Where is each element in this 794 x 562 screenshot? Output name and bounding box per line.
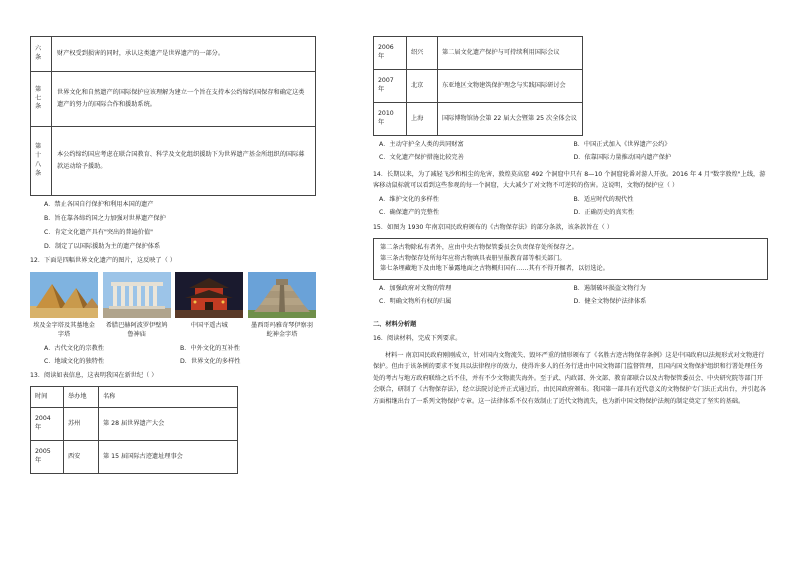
option-b[interactable]: B．适应时代的现代性 [573,196,634,204]
cell-name: 第二届文化遗产保护与可持续利用国际会议 [438,37,583,70]
image-card [248,272,316,340]
q13-table-continued [373,36,583,136]
q12-options [44,345,316,367]
option-b[interactable]: B．中国正式加入《世界遗产公约》 [573,141,671,148]
option-c[interactable]: C．地域文化的独特性 [44,357,105,365]
cell-name: 第 28 届世界遗产大会 [99,408,238,441]
q16-stem: 16．阅读材料，完成下列要求。 [373,334,462,342]
cell-name: 东亚地区文物建筑保护理念与实践国际研讨会 [438,70,583,103]
table-row [31,127,316,196]
table-row [374,103,583,136]
image-card [103,272,171,340]
option-b[interactable]: B．旨在靠各缔约国之力加强对世界遗产保护 [44,214,166,222]
image-caption: 希腊巴赫阿波罗伊壁鸠鲁神庙 [105,321,168,339]
convention-articles-table [30,36,316,196]
cell-name: 国际博物馆协会第 22 届大会暨第 25 次全体会议 [438,103,583,136]
q14-stem: 14．长期以来，为了减轻飞沙和相尘的危害，敦煌莫高窟 492 个洞窟中只有 8—10 个洞窟轮番对游人开放。2016 年 4 月"数字敦煌"上线，游客移动鼠标就可以看到这些参观的每一个洞窟，大大减少了对文物不可逆转的伤害。这说明，文物的保护应（ ） [373,170,766,190]
cell-time: 2006 年 [374,37,407,70]
section-title: 二、材料分析题 [373,320,417,328]
law-clause: 第二条古物除私有者外，应由中央古物保管委员会负责保存处所保存之。 [380,244,578,252]
article-text: 财产权受到损害的同时，承认这类遗产是世界遗产的一部分。 [52,37,316,72]
q12-stem: 12．下面是四幅世界文化遗产的图片，这反映了（ ） [30,256,176,264]
option-d[interactable]: D．制定了以国际援助为主的遗产保护体系 [44,242,161,250]
option-c[interactable]: C．文化遗产保护措施比较完善 [379,153,464,161]
q13-table [30,386,238,474]
option-b[interactable]: B．中外文化的互补性 [180,344,240,352]
image-card [30,272,98,340]
header-place: 举办地 [64,387,99,408]
table-row [31,72,316,127]
parthenon-image [103,272,171,318]
table-row [31,408,238,441]
cell-name: 第 15 届国际古迹遗址理事会 [99,441,238,474]
article-text: 世界文化和自然遗产的国际保护应该理解为建立一个旨在支持本公约缔约国保存和确定这类遗产的努力的国际合作和援助系统。 [52,72,316,127]
option-d[interactable]: D．世界文化的多样性 [180,357,241,365]
table-row [31,37,316,72]
option-c[interactable]: C．明确文物所有权的归属 [379,297,452,305]
q13-stem: 13．阅读如表信息，这表明我国在新世纪（ ） [30,372,158,380]
option-d[interactable]: D．正确历史的真实性 [573,209,634,217]
pagoda-image [175,272,243,318]
cell-time: 2004 年 [31,408,64,441]
table-header-row [31,387,238,408]
q15-law-excerpt [373,238,768,280]
option-d[interactable]: D．依靠国际力量推动国内遗产保护 [573,153,672,161]
q16-material: 材料一 南京国民政府刚刚成立，针对国内文物流失、毁坏严重的情形颁布了《名胜古迹古物保存条例》这是中国政府以法规形式对文物进行保护。但由于该条例的要求不复具以法律程序的效力，使得许多人的任务行进由中国文物部门监督管理，且国内国文物保护组织和行署处理任务处的考古与地方政府联络之后不佳，并有不少文物流失海外。至于武、内政部、外文部、教育部联合以及古物保管委员会、中央研究院等部门开会联合，研制了《古物保存法》，经立法院讨论并正式通过后，由民国政府颁布。我国第一部具有近代意义的文物保护专门法正式出台，并引起各方面相继出台了一系列文物保护专章。这一法律体系不仅有效制止了近代文物流失，也为新中国文物保护法规的制定奠定了坚实的基础。 [373,351,766,405]
header-name: 名称 [99,387,238,408]
left-column [30,36,316,474]
table-row [374,70,583,103]
q12-images [30,272,316,340]
image-caption: 墨西哥玛雅奇琴伊察羽蛇神金字塔 [251,321,313,339]
q11-options [44,201,316,252]
cell-place: 北京 [407,70,438,103]
cell-time: 2007 年 [374,70,407,103]
article-number: 第 十 八 条 [31,127,52,196]
option-d[interactable]: D．健全文物保护法律体系 [573,297,647,305]
option-a[interactable]: A．古代文化的宗教性 [44,344,104,352]
right-column [373,36,768,407]
cell-time: 2010 年 [374,103,407,136]
mayan-pyramid-image [248,272,316,318]
cell-place: 上海 [407,103,438,136]
q14-options [379,196,768,218]
cell-place: 西安 [64,441,99,474]
pyramids-image [30,272,98,318]
table-row [31,441,238,474]
article-text: 本公约缔约国应考虑在联合国教育、科学及文化组织援助下为世界遗产基金所组织的国际募款运动给予援助。 [52,127,316,196]
q15-options [379,285,768,307]
option-c[interactable]: C．肯定文化遗产具有"突出的普遍价值" [44,228,154,236]
option-b[interactable]: B．遏制破坏损盗文物行为 [573,284,646,292]
image-caption: 中国平遥古城 [190,321,228,329]
image-card [175,272,243,340]
cell-time: 2005 年 [31,441,64,474]
option-a[interactable]: A．维护文化的多样性 [379,196,439,204]
cell-place: 苏州 [64,408,99,441]
q13-options [379,141,768,163]
table-row [374,37,583,70]
article-number: 六 条 [31,37,52,72]
option-a[interactable]: A．禁止各国自行保护和利用本国的遗产 [44,201,154,208]
option-a[interactable]: A．主动守护全人类的共同财富 [379,141,464,148]
option-c[interactable]: C．确保遗产的完整性 [379,209,440,217]
q15-stem: 15．如图为 1930 年南京国民政府颁布的《古物保存法》的部分条款，该条款旨在（ ） [373,224,613,232]
image-caption: 埃及金字塔及其墓地金字塔 [33,321,95,339]
law-clause: 第七条埋藏地下及由地下暴露地面之古物概归国有……其有不得开掘者，以衍选论。 [380,265,609,273]
cell-place: 绍兴 [407,37,438,70]
option-a[interactable]: A．加强政府对文物的管理 [379,284,452,292]
header-time: 时间 [31,387,64,408]
article-number: 第 七 条 [31,72,52,127]
law-clause: 第三条古物保存处所每年应将古物填具表册呈报教育部等相关部门。 [380,254,566,262]
